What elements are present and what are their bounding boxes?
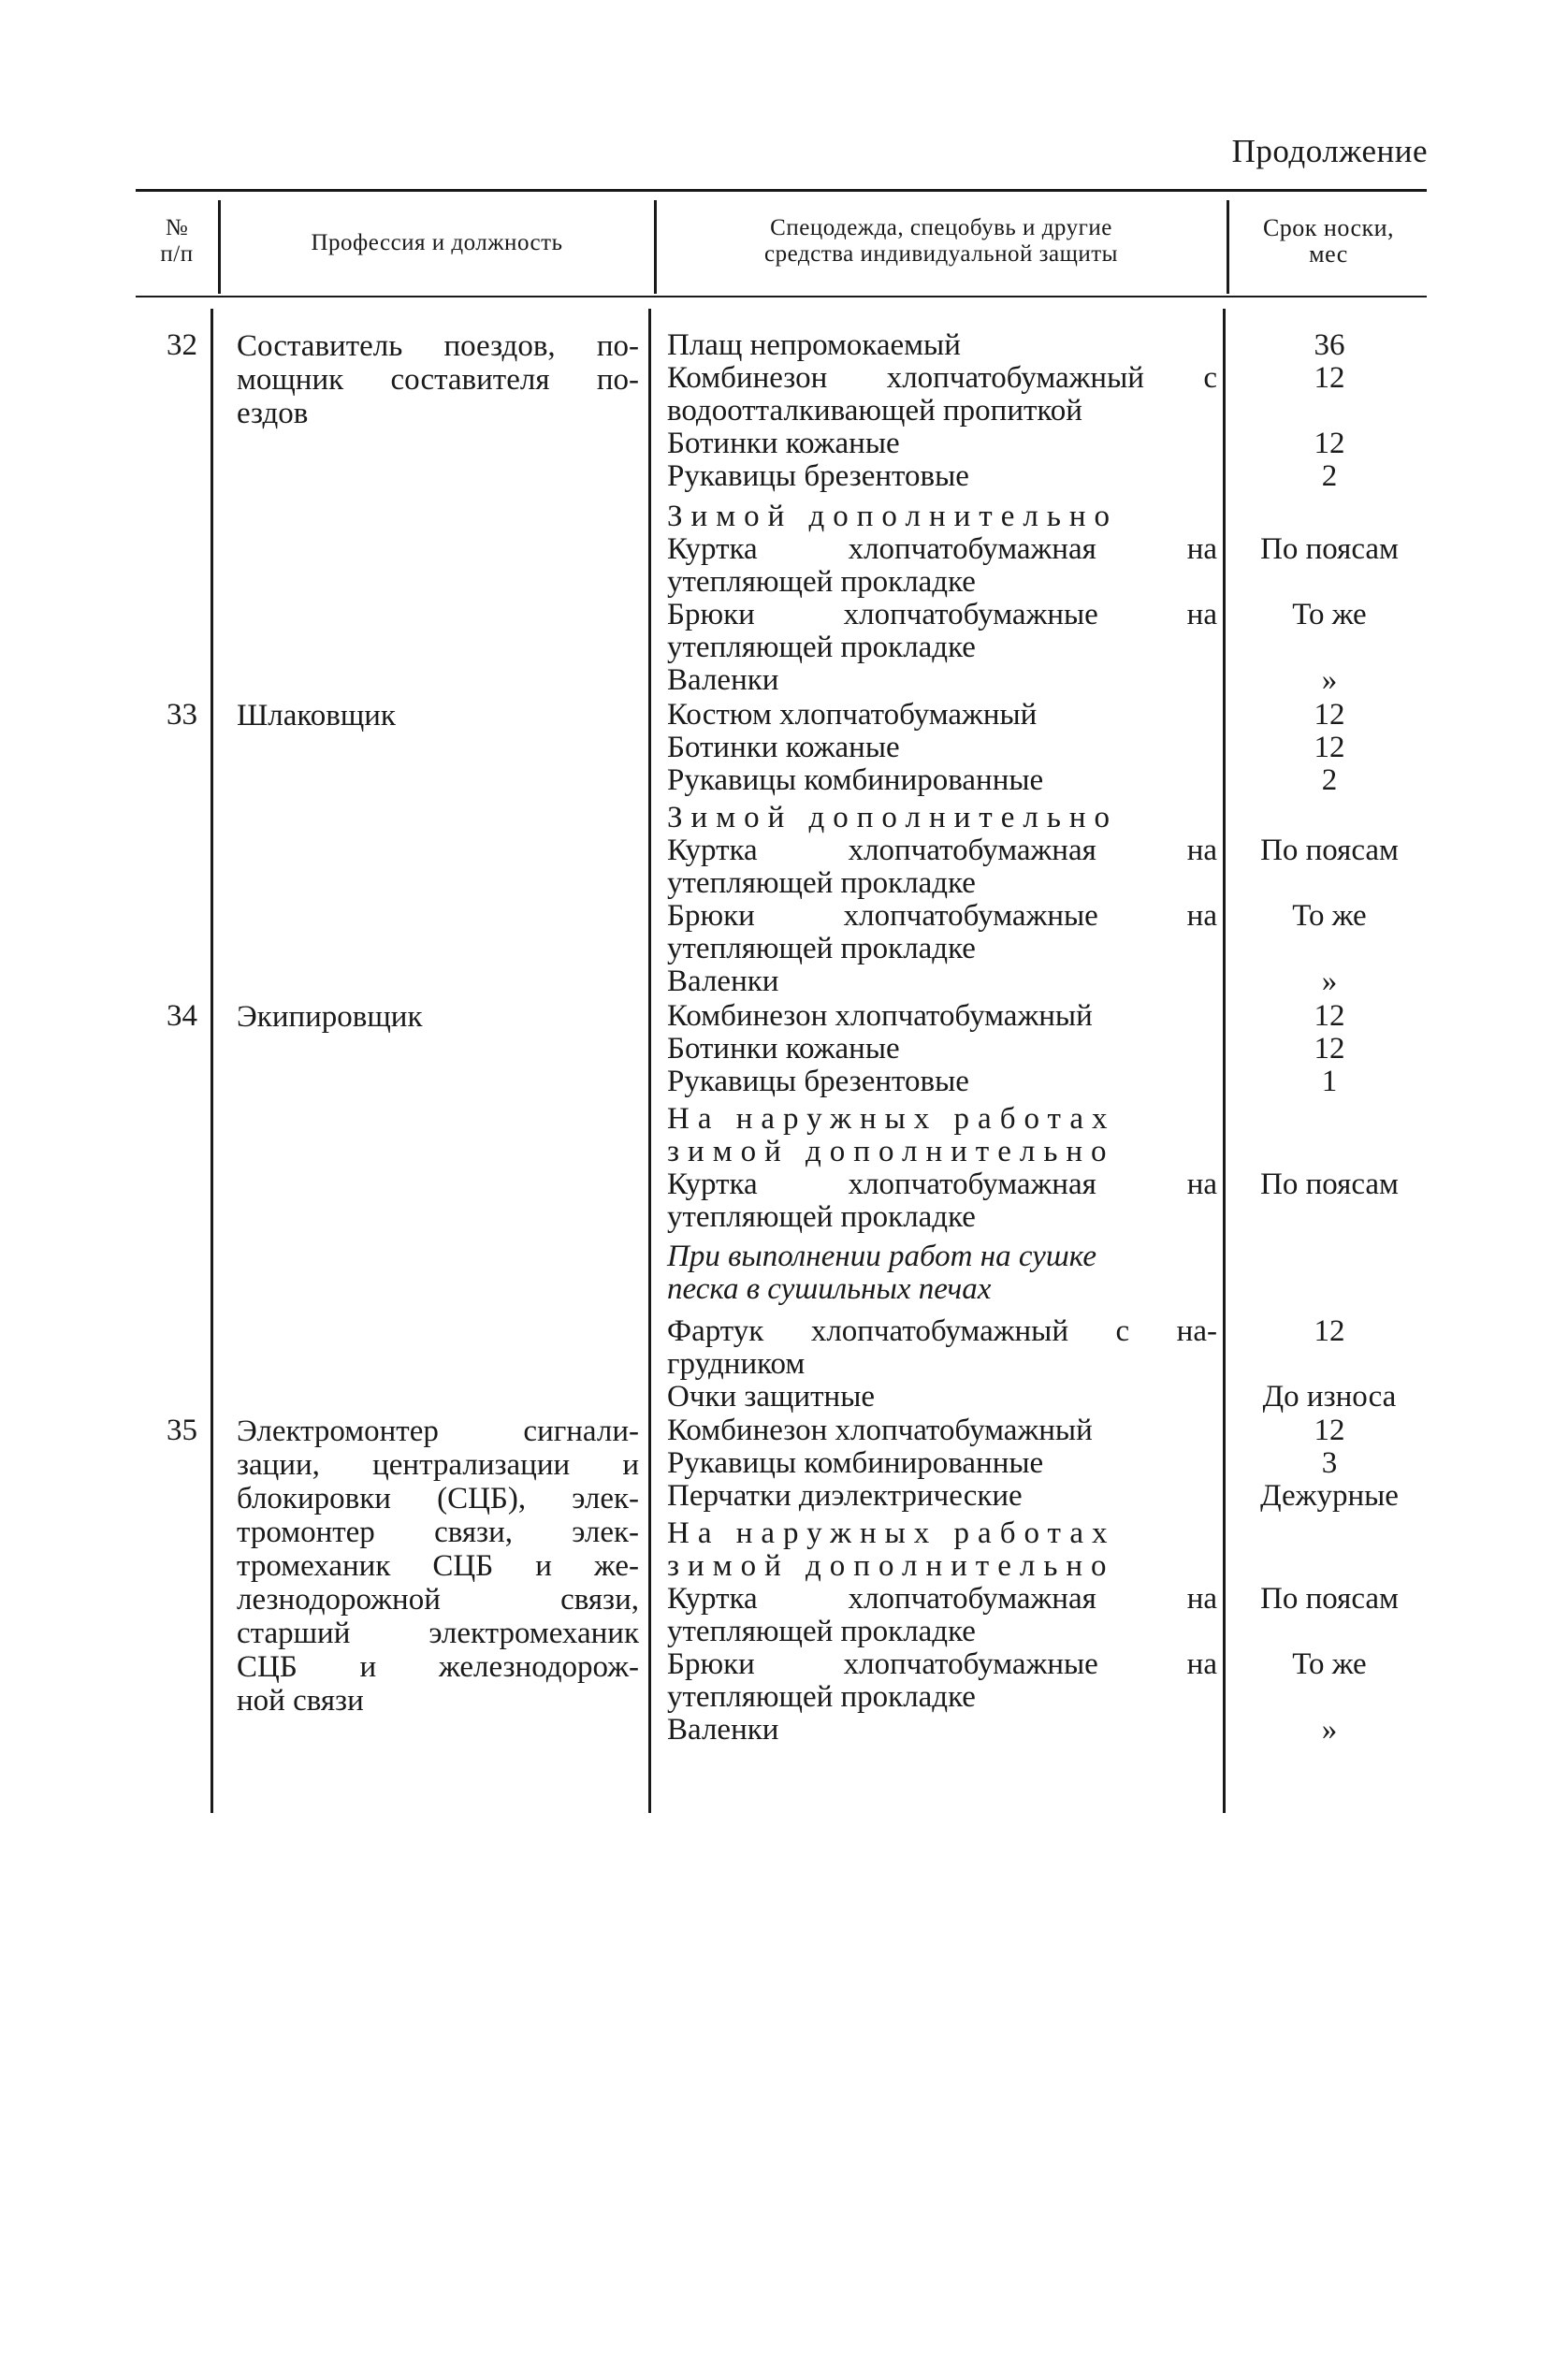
equipment-word: Брюки [667, 899, 755, 933]
term-value: 12 [1314, 999, 1345, 1033]
profession-cell [237, 1000, 639, 1034]
profession-line: Составитель поездов, по- [237, 329, 639, 363]
equipment-item: утепляющей прокладке [667, 1200, 976, 1234]
equipment-word: хлопчатобумажная [848, 834, 1096, 867]
equipment-word: на [1186, 899, 1217, 933]
profession-line: тромонтер связи, элек- [237, 1516, 639, 1549]
equipment-item: При выполнении работ на сушке [667, 1240, 1097, 1273]
equipment-item [667, 1315, 1217, 1348]
equipment-item: утепляющей прокладке [667, 932, 976, 965]
header-bottom-rule [136, 296, 1427, 297]
term-value: 3 [1321, 1446, 1338, 1480]
table-top-rule [136, 189, 1427, 192]
header-equipment-line1: Спецодежда, спецобувь и другие [770, 215, 1112, 240]
header-divider-3 [1227, 200, 1229, 294]
profession-line: ездов [237, 397, 309, 430]
header-divider-1 [218, 200, 221, 294]
profession-line: зации, централизации и [237, 1448, 639, 1482]
equipment-item [667, 1583, 1217, 1616]
header-equipment-line2: средства индивидуальной защиты [764, 241, 1118, 267]
continuation-label: Продолжение [1231, 133, 1428, 169]
term-value: 12 [1314, 1314, 1345, 1348]
equipment-word: хлопчатобумажный [810, 1314, 1069, 1348]
term-value: 12 [1314, 1414, 1345, 1447]
equipment-item: Валенки [667, 663, 779, 697]
header-number-line2: п/п [160, 241, 194, 267]
term-value: » [1321, 964, 1338, 998]
term-value: По поясам [1260, 1582, 1399, 1616]
term-value: По поясам [1260, 1167, 1399, 1201]
header-equipment [658, 215, 1225, 268]
term-value: » [1321, 1713, 1338, 1747]
equipment-item: утепляющей прокладке [667, 565, 976, 599]
equipment-word: хлопчатобумажные [843, 598, 1098, 631]
profession-line: мощник составителя по- [237, 363, 639, 397]
term-value: Дежурные [1260, 1479, 1399, 1513]
term-value: 36 [1314, 328, 1345, 362]
term-value: 2 [1321, 459, 1338, 493]
equipment-word: с [1203, 361, 1217, 395]
term-value: По поясам [1260, 834, 1399, 867]
equipment-item: Валенки [667, 1713, 779, 1747]
equipment-word: Куртка [667, 1582, 758, 1616]
profession-cell [237, 699, 639, 732]
profession-cell [237, 1414, 639, 1718]
term-value: 12 [1314, 698, 1345, 732]
equipment-item [667, 533, 1217, 566]
equipment-word: Фартук [667, 1314, 764, 1348]
equipment-item [667, 1648, 1217, 1681]
equipment-item: Ботинки кожаные [667, 1032, 900, 1066]
equipment-item [667, 599, 1217, 631]
equipment-item [667, 1168, 1217, 1201]
equipment-word: хлопчатобумажные [843, 899, 1098, 933]
equipment-word: на- [1176, 1314, 1217, 1348]
header-number [136, 215, 218, 268]
profession-line: СЦБ и железнодорож- [237, 1650, 639, 1684]
equipment-item: водоотталкивающей пропиткой [667, 394, 1082, 428]
equipment-item [667, 362, 1217, 395]
equipment-item: Костюм хлопчатобумажный [667, 698, 1038, 732]
column-divider-1 [211, 309, 213, 1813]
equipment-word: хлопчатобумажный [886, 361, 1144, 395]
equipment-item: Рукавицы комбинированные [667, 1446, 1044, 1480]
term-value: То же [1292, 1647, 1367, 1681]
equipment-word: на [1186, 598, 1217, 631]
equipment-word: на [1186, 834, 1217, 867]
equipment-item: утепляющей прокладке [667, 1680, 976, 1714]
equipment-word: с [1115, 1314, 1130, 1348]
equipment-word: на [1186, 1582, 1217, 1616]
equipment-item: Валенки [667, 964, 779, 998]
term-value: 12 [1314, 731, 1345, 764]
profession-line: блокировки (СЦБ), элек- [237, 1482, 639, 1516]
header-divider-2 [654, 200, 657, 294]
equipment-word: Куртка [667, 834, 758, 867]
profession-line: старший электромеханик [237, 1617, 639, 1650]
profession-line: Электромонтер сигнали- [237, 1414, 639, 1448]
equipment-word: Комбинезон [667, 361, 828, 395]
header-term-line1: Срок носки, [1262, 214, 1395, 241]
equipment-word: Брюки [667, 598, 755, 631]
header-number-line1: № [165, 215, 189, 240]
row-number: 35 [167, 1414, 197, 1447]
equipment-item: Ботинки кожаные [667, 731, 900, 764]
term-value: 1 [1321, 1065, 1338, 1098]
profession-line: Экипировщик [237, 1000, 423, 1034]
equipment-item: Рукавицы брезентовые [667, 1065, 969, 1098]
equipment-word: на [1186, 1647, 1217, 1681]
equipment-item: Комбинезон хлопчатобумажный [667, 999, 1093, 1033]
equipment-item: грудником [667, 1347, 806, 1381]
equipment-word: хлопчатобумажная [848, 532, 1096, 566]
equipment-item [667, 834, 1217, 867]
profession-line: лезнодорожной связи, [237, 1583, 639, 1617]
term-value: То же [1292, 899, 1367, 933]
term-value: По поясам [1260, 532, 1399, 566]
term-value: 12 [1314, 1032, 1345, 1066]
header-profession: Профессия и должность [311, 230, 563, 255]
equipment-item: утепляющей прокладке [667, 866, 976, 900]
equipment-item: Плащ непромокаемый [667, 328, 961, 362]
equipment-item: Ботинки кожаные [667, 427, 900, 460]
equipment-item: песка в сушильных печах [667, 1272, 992, 1306]
equipment-item: утепляющей прокладке [667, 631, 976, 664]
header-term [1230, 215, 1427, 268]
row-number: 33 [167, 698, 197, 732]
column-divider-2 [648, 309, 651, 1813]
equipment-item: зимой дополнительно [667, 1549, 1115, 1583]
equipment-word: на [1186, 1167, 1217, 1201]
equipment-word: Брюки [667, 1647, 755, 1681]
equipment-word: хлопчатобумажная [848, 1167, 1096, 1201]
term-value: » [1321, 663, 1338, 697]
equipment-item: Рукавицы комбинированные [667, 763, 1044, 797]
equipment-item: Зимой дополнительно [667, 500, 1119, 533]
column-divider-3 [1223, 309, 1226, 1813]
equipment-item: зимой дополнительно [667, 1135, 1115, 1168]
equipment-word: Куртка [667, 532, 758, 566]
row-number: 34 [167, 999, 197, 1033]
term-value: 12 [1314, 427, 1345, 460]
term-value: До износа [1262, 1380, 1397, 1414]
equipment-item [667, 900, 1217, 933]
equipment-item: Комбинезон хлопчатобумажный [667, 1414, 1093, 1447]
equipment-item: Рукавицы брезентовые [667, 459, 969, 493]
profession-line: ной связи [237, 1684, 364, 1718]
equipment-word: хлопчатобумажная [848, 1582, 1096, 1616]
row-number: 32 [167, 328, 197, 362]
equipment-item: утепляющей прокладке [667, 1615, 976, 1648]
profession-cell [237, 329, 639, 430]
term-value: 2 [1321, 763, 1338, 797]
equipment-word: на [1186, 532, 1217, 566]
profession-line: Шлаковщик [237, 699, 396, 732]
equipment-item: На наружных работах [667, 1516, 1116, 1550]
equipment-item: Зимой дополнительно [667, 801, 1119, 834]
equipment-item: На наружных работах [667, 1102, 1116, 1136]
term-value: 12 [1314, 361, 1345, 395]
equipment-word: Куртка [667, 1167, 758, 1201]
equipment-item: Очки защитные [667, 1380, 876, 1414]
profession-line: тромеханик СЦБ и же- [237, 1549, 639, 1583]
header-term-line2: мес [1309, 240, 1348, 268]
term-value: То же [1292, 598, 1367, 631]
equipment-word: хлопчатобумажные [843, 1647, 1098, 1681]
equipment-item: Перчатки диэлектрические [667, 1479, 1023, 1513]
